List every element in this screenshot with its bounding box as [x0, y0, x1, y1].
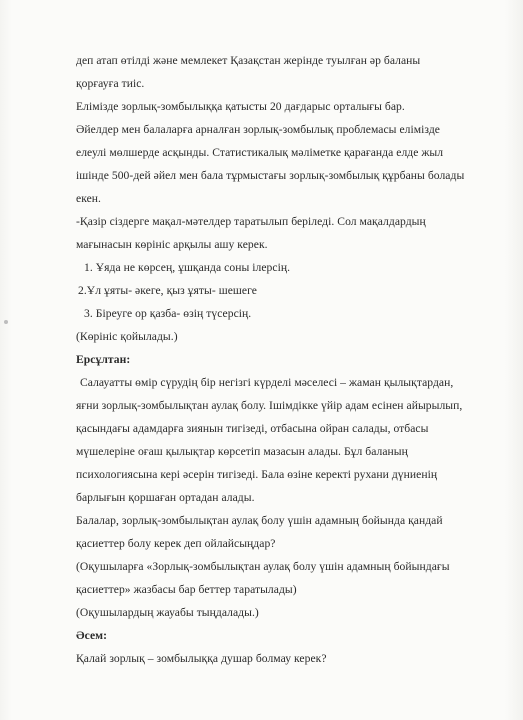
text-line: деп атап өтілді және мемлекет Қазақстан жерінде туылған әр баланы [76, 54, 421, 67]
text-line: екен. [76, 192, 101, 205]
text-line: мүшелеріне оғаш қылықтар көрсетіп мазасын алады. Бұл баланың [76, 445, 408, 458]
text-line: қасындағы адамдарға зиянын тигізеді, отбасына ойран салады, отбасы [76, 422, 429, 435]
text-line: (Оқушыларға «Зорлық-зомбылықтан аулақ болу үшін адамның бойындағы [76, 560, 450, 573]
stage-direction: (Оқушылардың жауабы тыңдалады.) [76, 606, 259, 619]
proverb-item: 3. Біреуге ор қазба- өзің түсерсің. [84, 307, 252, 320]
text-line: қорғауға тиіс. [76, 77, 145, 90]
text-line: қасиеттер» жазбасы бар беттер таратылады) [76, 583, 297, 596]
text-line: Салауатты өмір сүрудің бір негізгі күрделі мәселесі – жаман қылықтардан, [80, 376, 454, 389]
text-line: яғни зорлық-зомбылықтан аулақ болу. Ішімдікке үйір адам есінен айырылып, [76, 399, 463, 412]
speaker-heading: Ерсұлтан: [76, 353, 131, 366]
text-line: Қалай зорлық – зомбылыққа душар болмау керек? [76, 652, 327, 665]
proverb-item: 1. Ұяда не көрсең, ұшқанда соны ілерсің. [84, 261, 291, 274]
text-line: Әйелдер мен балаларға арналған зорлық-зомбылық проблемасы елімізде [76, 123, 440, 136]
stage-direction: (Көрініс қойылады.) [76, 330, 178, 343]
proverb-item: 2.Ұл ұяты- әкеге, қыз ұяты- шешеге [78, 284, 257, 297]
text-line: мағынасын көрініс арқылы ашу керек. [76, 238, 268, 251]
text-line: Елімізде зорлық-зомбылыққа қатысты 20 дағдарыс орталығы бар. [76, 100, 405, 113]
scan-mark [4, 320, 8, 324]
text-line: елеулі мөлшерде асқынды. Статистикалық мәліметке қарағанда елде жыл [76, 146, 444, 159]
text-line: ішінде 500-дей әйел мен бала тұрмыстағы зорлық-зомбылық құрбаны болады [76, 169, 465, 182]
text-line: -Қазір сіздерге мақал-мәтелдер таратылып беріледі. Сол мақалдардың [76, 215, 426, 228]
text-line: Балалар, зорлық-зомбылықтан аулақ болу үшін адамның бойында қандай [76, 514, 443, 527]
text-line: барлығын қоршаған ортадан алады. [76, 491, 255, 504]
speaker-heading: Әсем: [76, 629, 108, 642]
text-line: қасиеттер болу керек деп ойлайсыңдар? [76, 537, 276, 550]
text-line: психологиясына кері әсерін тигізеді. Бала өзіне керекті рухани дүниенің [76, 468, 438, 481]
